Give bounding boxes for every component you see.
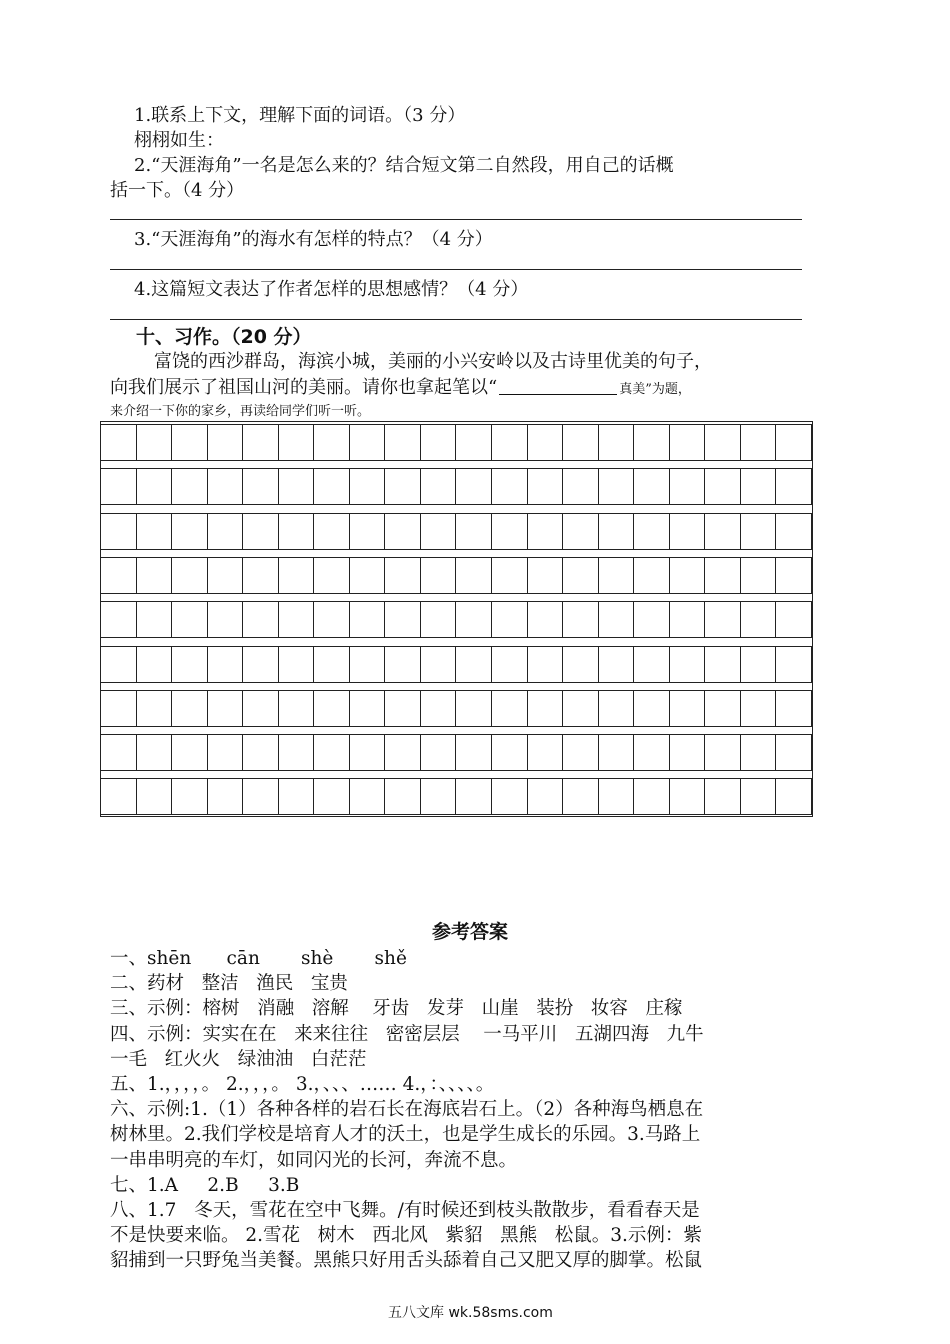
answer-line-q2[interactable] [110, 219, 802, 220]
grid-cell[interactable] [243, 646, 279, 682]
grid-row [101, 468, 812, 504]
answer-line: 五、1.，，，，。 2.，，，。 3.，、、、…… 4.，：、、、、。 [110, 1074, 495, 1095]
grid-cell[interactable] [350, 690, 386, 726]
grid-cell[interactable] [634, 557, 670, 593]
grid-cell[interactable] [634, 690, 670, 726]
grid-cell[interactable] [385, 778, 421, 814]
grid-row [101, 424, 812, 460]
grid-cell[interactable] [314, 557, 350, 593]
grid-cell[interactable] [741, 734, 777, 770]
grid-cell[interactable] [492, 513, 528, 549]
grid-cell[interactable] [670, 778, 706, 814]
grid-cell[interactable] [599, 424, 635, 460]
grid-cell[interactable] [705, 646, 741, 682]
grid-line [101, 814, 812, 815]
grid-line [101, 778, 812, 779]
answer-line: 一、shēn cān shè shě [110, 948, 407, 969]
grid-cell[interactable] [528, 424, 564, 460]
grid-row [101, 601, 812, 637]
grid-cell[interactable] [101, 778, 137, 814]
grid-row [101, 734, 812, 770]
grid-cell[interactable] [101, 601, 137, 637]
grid-cell[interactable] [457, 646, 493, 682]
grid-cell[interactable] [670, 557, 706, 593]
grid-cell[interactable] [243, 778, 279, 814]
answer-line: 貂捕到一只野兔当美餐。黑熊只好用舌头舔着自己又肥又厚的脚掌。松鼠 [110, 1250, 703, 1272]
grid-cell[interactable] [705, 424, 741, 460]
answer-line-q3[interactable] [110, 269, 802, 270]
grid-row [101, 557, 812, 593]
grid-cell[interactable] [350, 468, 386, 504]
grid-cell[interactable] [741, 690, 777, 726]
grid-cell[interactable] [599, 778, 635, 814]
grid-cell[interactable] [634, 513, 670, 549]
grid-cell[interactable] [776, 690, 812, 726]
grid-line [101, 460, 812, 461]
grid-cell[interactable] [705, 778, 741, 814]
grid-cell[interactable] [670, 690, 706, 726]
footer-watermark: 五八文库 wk.58sms.com [388, 1305, 553, 1321]
grid-cell[interactable] [243, 734, 279, 770]
grid-cell[interactable] [599, 646, 635, 682]
grid-cell[interactable] [741, 601, 777, 637]
grid-cell[interactable] [172, 778, 208, 814]
grid-cell[interactable] [421, 424, 457, 460]
grid-cell[interactable] [776, 468, 812, 504]
title-blank[interactable] [499, 378, 617, 395]
question-2-line1: 2.“天涯海角”一名是怎么来的？结合短文第二自然段，用自己的话概 [134, 155, 674, 176]
grid-cell[interactable] [563, 468, 599, 504]
grid-cell[interactable] [385, 734, 421, 770]
grid-cell[interactable] [421, 734, 457, 770]
grid-cell[interactable] [457, 513, 493, 549]
grid-cell[interactable] [705, 601, 741, 637]
grid-cell[interactable] [101, 734, 137, 770]
grid-cell[interactable] [457, 690, 493, 726]
grid-line [101, 601, 812, 602]
grid-cell[interactable] [279, 513, 315, 549]
grid-line [101, 424, 812, 425]
grid-cell[interactable] [634, 778, 670, 814]
answer-line: 不是快要来临。 2.雪花 树木 西北风 紫貂 黑熊 松鼠。3.示例：紫 [110, 1225, 702, 1247]
grid-line [101, 734, 812, 735]
grid-cell[interactable] [492, 646, 528, 682]
grid-cell[interactable] [208, 468, 244, 504]
grid-cell[interactable] [314, 646, 350, 682]
grid-cell[interactable] [670, 734, 706, 770]
grid-cell[interactable] [741, 778, 777, 814]
grid-cell[interactable] [421, 513, 457, 549]
grid-cell[interactable] [492, 557, 528, 593]
grid-cell[interactable] [243, 690, 279, 726]
grid-cell[interactable] [208, 690, 244, 726]
grid-cell[interactable] [208, 424, 244, 460]
grid-cell[interactable] [314, 513, 350, 549]
grid-cell[interactable] [776, 778, 812, 814]
answer-line: 树林里。2.我们学校是培育人才的沃土，也是学生成长的乐园。3.马路上 [110, 1124, 701, 1146]
grid-cell[interactable] [172, 690, 208, 726]
answer-line: 七、1.A 2.B 3.B [110, 1174, 300, 1196]
grid-cell[interactable] [528, 690, 564, 726]
grid-cell[interactable] [279, 734, 315, 770]
grid-cell[interactable] [279, 468, 315, 504]
grid-cell[interactable] [350, 557, 386, 593]
grid-cell[interactable] [492, 778, 528, 814]
grid-cell[interactable] [776, 734, 812, 770]
grid-row [101, 513, 812, 549]
grid-cell[interactable] [492, 601, 528, 637]
answer-line: 三、示例：榕树 消融 溶解 牙齿 发芽 山崖 装扮 妆容 庄稼 [110, 998, 683, 1020]
grid-cell[interactable] [599, 601, 635, 637]
grid-line [101, 513, 812, 514]
grid-cell[interactable] [137, 646, 173, 682]
grid-cell[interactable] [243, 557, 279, 593]
grid-cell[interactable] [705, 690, 741, 726]
grid-cell[interactable] [528, 734, 564, 770]
writing-grid[interactable] [100, 421, 813, 817]
grid-cell[interactable] [101, 513, 137, 549]
grid-cell[interactable] [670, 468, 706, 504]
answer-line-q4[interactable] [110, 319, 802, 320]
grid-cell[interactable] [279, 646, 315, 682]
grid-cell[interactable] [101, 424, 137, 460]
grid-cell[interactable] [563, 513, 599, 549]
grid-cell[interactable] [385, 690, 421, 726]
grid-cell[interactable] [528, 557, 564, 593]
grid-cell[interactable] [385, 424, 421, 460]
grid-cell[interactable] [563, 690, 599, 726]
grid-cell[interactable] [563, 424, 599, 460]
grid-cell[interactable] [563, 778, 599, 814]
grid-cell[interactable] [101, 468, 137, 504]
question-3: 3.“天涯海角”的海水有怎样的特点？（4 分） [134, 229, 493, 250]
grid-cell[interactable] [137, 513, 173, 549]
grid-cell[interactable] [350, 734, 386, 770]
grid-cell[interactable] [314, 601, 350, 637]
grid-cell[interactable] [385, 601, 421, 637]
grid-row [101, 646, 812, 682]
grid-cell[interactable] [741, 513, 777, 549]
grid-cell[interactable] [172, 468, 208, 504]
grid-cell[interactable] [492, 468, 528, 504]
grid-row [101, 690, 812, 726]
answer-line: 四、示例：实实在在 来来往往 密密层层 一马平川 五湖四海 九牛 [110, 1023, 704, 1045]
essay-prompt-line2-start: 向我们展示了祖国山河的美丽。请你也拿起笔以“ [110, 377, 498, 398]
grid-cell[interactable] [279, 557, 315, 593]
grid-cell[interactable] [172, 513, 208, 549]
grid-row [101, 778, 812, 814]
grid-cell[interactable] [599, 557, 635, 593]
grid-cell[interactable] [528, 778, 564, 814]
grid-cell[interactable] [350, 513, 386, 549]
grid-cell[interactable] [563, 734, 599, 770]
grid-cell[interactable] [457, 734, 493, 770]
grid-cell[interactable] [563, 601, 599, 637]
grid-cell[interactable] [137, 424, 173, 460]
grid-cell[interactable] [421, 468, 457, 504]
grid-cell[interactable] [314, 468, 350, 504]
grid-cell[interactable] [385, 646, 421, 682]
grid-cell[interactable] [705, 513, 741, 549]
answer-line: 一毛 红火火 绿油油 白茫茫 [110, 1048, 367, 1070]
grid-cell[interactable] [279, 601, 315, 637]
grid-cell[interactable] [421, 690, 457, 726]
grid-cell[interactable] [172, 557, 208, 593]
grid-cell[interactable] [634, 601, 670, 637]
grid-cell[interactable] [208, 513, 244, 549]
grid-cell[interactable] [776, 646, 812, 682]
grid-cell[interactable] [137, 557, 173, 593]
grid-cell[interactable] [208, 601, 244, 637]
grid-cell[interactable] [599, 690, 635, 726]
grid-line [101, 770, 812, 771]
grid-cell[interactable] [137, 778, 173, 814]
grid-cell[interactable] [385, 557, 421, 593]
grid-cell[interactable] [421, 557, 457, 593]
grid-cell[interactable] [670, 646, 706, 682]
grid-cell[interactable] [599, 513, 635, 549]
grid-cell[interactable] [350, 778, 386, 814]
grid-cell[interactable] [137, 734, 173, 770]
grid-line [101, 504, 812, 505]
grid-cell[interactable] [457, 424, 493, 460]
grid-cell[interactable] [314, 424, 350, 460]
grid-cell[interactable] [528, 513, 564, 549]
grid-cell[interactable] [634, 424, 670, 460]
grid-cell[interactable] [350, 646, 386, 682]
grid-cell[interactable] [634, 646, 670, 682]
grid-cell[interactable] [776, 601, 812, 637]
grid-cell[interactable] [776, 513, 812, 549]
grid-cell[interactable] [314, 690, 350, 726]
grid-cell[interactable] [243, 424, 279, 460]
grid-cell[interactable] [705, 557, 741, 593]
essay-prompt-line2 [110, 373, 691, 399]
essay-prompt-line1: 富饶的西沙群岛，海滨小城，美丽的小兴安岭以及古诗里优美的句子， [154, 351, 712, 372]
answer-line: 八、1.7 冬天，雪花在空中飞舞。/有时候还到枝头散散步，看看春天是 [110, 1200, 700, 1221]
grid-cell[interactable] [528, 468, 564, 504]
grid-cell[interactable] [421, 646, 457, 682]
grid-cell[interactable] [208, 646, 244, 682]
grid-cell[interactable] [599, 734, 635, 770]
question-2-line2: 括一下。（4 分） [110, 180, 245, 201]
grid-cell[interactable] [101, 557, 137, 593]
grid-cell[interactable] [243, 513, 279, 549]
grid-cell[interactable] [457, 601, 493, 637]
grid-cell[interactable] [208, 557, 244, 593]
grid-cell[interactable] [492, 734, 528, 770]
question-4: 4.这篇短文表达了作者怎样的思想感情？（4 分） [134, 279, 529, 300]
answers-title: 参考答案 [432, 921, 509, 943]
grid-cell[interactable] [243, 468, 279, 504]
grid-line [101, 557, 812, 558]
grid-cell[interactable] [741, 468, 777, 504]
grid-cell[interactable] [457, 778, 493, 814]
grid-line [101, 593, 812, 594]
grid-cell[interactable] [350, 601, 386, 637]
essay-prompt-line3: 来介绍一下你的家乡，再读给同学们听一听。 [110, 404, 371, 419]
grid-cell[interactable] [705, 468, 741, 504]
grid-cell[interactable] [528, 601, 564, 637]
grid-cell[interactable] [172, 734, 208, 770]
grid-line [101, 646, 812, 647]
grid-cell[interactable] [279, 778, 315, 814]
grid-cell[interactable] [563, 646, 599, 682]
grid-cell[interactable] [279, 690, 315, 726]
grid-cell[interactable] [279, 424, 315, 460]
grid-cell[interactable] [776, 424, 812, 460]
grid-cell[interactable] [243, 601, 279, 637]
grid-line [101, 637, 812, 638]
grid-line [101, 690, 812, 691]
grid-cell[interactable] [314, 778, 350, 814]
grid-cell[interactable] [208, 778, 244, 814]
grid-cell[interactable] [563, 557, 599, 593]
grid-cell[interactable] [385, 468, 421, 504]
grid-line [101, 549, 812, 550]
grid-cell[interactable] [172, 646, 208, 682]
grid-cell[interactable] [528, 646, 564, 682]
grid-cell[interactable] [101, 690, 137, 726]
grid-cell[interactable] [670, 601, 706, 637]
question-1: 1.联系上下文，理解下面的词语。（3 分） [134, 105, 466, 126]
grid-cell[interactable] [741, 646, 777, 682]
grid-cell[interactable] [634, 468, 670, 504]
grid-line [101, 726, 812, 727]
grid-cell[interactable] [314, 734, 350, 770]
grid-cell[interactable] [599, 468, 635, 504]
grid-cell[interactable] [741, 557, 777, 593]
grid-cell[interactable] [457, 468, 493, 504]
grid-cell[interactable] [634, 734, 670, 770]
question-1-word: 栩栩如生： [134, 130, 224, 151]
grid-cell[interactable] [137, 601, 173, 637]
grid-cell[interactable] [137, 690, 173, 726]
grid-cell[interactable] [137, 468, 173, 504]
essay-prompt-line2-end: 真美”为题， [619, 382, 691, 397]
grid-cell[interactable] [208, 734, 244, 770]
essay-heading: 十、习作。（20 分） [136, 326, 312, 348]
grid-cell[interactable] [385, 513, 421, 549]
grid-cell[interactable] [350, 424, 386, 460]
grid-cell[interactable] [776, 557, 812, 593]
grid-cell[interactable] [172, 424, 208, 460]
grid-line [101, 682, 812, 683]
grid-cell[interactable] [457, 557, 493, 593]
grid-cell[interactable] [492, 424, 528, 460]
answer-line: 一串串明亮的车灯，如同闪光的长河，奔流不息。 [110, 1149, 518, 1171]
answer-line: 六、示例:1.（1）各种各样的岩石长在海底岩石上。（2）各种海鸟栖息在 [110, 1099, 704, 1121]
grid-cell[interactable] [172, 601, 208, 637]
grid-cell[interactable] [670, 424, 706, 460]
grid-cell[interactable] [741, 424, 777, 460]
grid-cell[interactable] [670, 513, 706, 549]
grid-cell[interactable] [705, 734, 741, 770]
grid-cell[interactable] [421, 778, 457, 814]
grid-cell[interactable] [421, 601, 457, 637]
grid-cell[interactable] [492, 690, 528, 726]
answer-line: 二、药材 整洁 渔民 宝贵 [110, 973, 348, 995]
grid-line [101, 468, 812, 469]
grid-cell[interactable] [101, 646, 137, 682]
